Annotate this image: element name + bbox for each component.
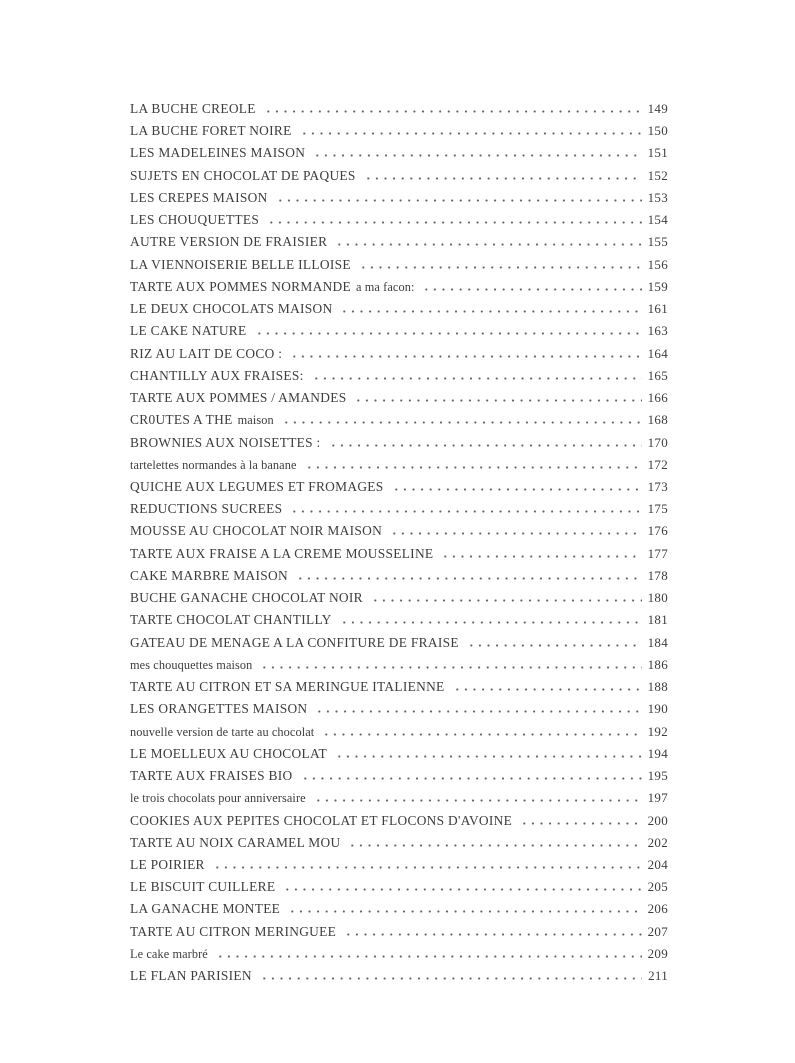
toc-entry[interactable]	[130, 632, 668, 654]
toc-entry-page: 149	[647, 101, 668, 116]
toc-entry-page: 204	[647, 856, 668, 872]
toc-entry[interactable]	[130, 832, 668, 854]
toc-entry[interactable]	[130, 454, 668, 476]
toc-entry-title: nouvelle version de tarte au chocolat	[130, 724, 315, 739]
toc-entry-page: 188	[647, 679, 668, 695]
toc-entry[interactable]	[130, 165, 668, 187]
toc-entry-page: 177	[647, 545, 668, 561]
toc-entry-page: 168	[647, 412, 668, 428]
toc-entry-page: 197	[647, 790, 668, 806]
dot-leader	[276, 199, 642, 202]
dot-leader	[441, 555, 641, 558]
toc-entry-title: COOKIES AUX PEPITES CHOCOLAT ET FLOCONS D'AVOINE	[130, 812, 513, 828]
toc-entry-page: 176	[647, 523, 668, 539]
toc-entry-page: 152	[647, 167, 668, 183]
dot-leader	[296, 577, 642, 580]
toc-entry-page: 155	[647, 234, 668, 250]
toc-entry[interactable]	[130, 587, 668, 609]
dot-leader	[348, 844, 641, 847]
toc-entry[interactable]	[130, 231, 668, 253]
toc-entry[interactable]	[130, 676, 668, 698]
toc-entry-title: Le cake marbré	[130, 946, 208, 961]
toc-entry-subtitle: a ma facon:	[356, 279, 415, 294]
toc-entry[interactable]	[130, 387, 668, 409]
dot-leader	[340, 621, 642, 624]
dot-leader	[390, 532, 642, 535]
toc-entry-page: 186	[647, 656, 668, 672]
toc-entry-page: 165	[647, 367, 668, 383]
toc-entry[interactable]	[130, 810, 668, 832]
toc-entry-page: 184	[647, 634, 668, 650]
toc-entry-page: 173	[647, 478, 668, 494]
toc-entry-title: TARTE AUX FRAISE A LA CREME MOUSSELINE	[130, 545, 434, 561]
dot-leader	[255, 332, 642, 335]
toc-entry-title: CAKE MARBRE MAISON	[130, 567, 288, 583]
toc-entry-title: LE BISCUIT CUILLERE	[130, 879, 276, 895]
toc-entry-title: CHANTILLY AUX FRAISES:	[130, 367, 304, 383]
toc-entry-title: TARTE AU CITRON ET SA MERINGUE ITALIENNE	[130, 679, 445, 695]
dot-leader	[359, 266, 642, 269]
toc-entry-title: BROWNIES AUX NOISETTES :	[130, 434, 321, 450]
toc-entry-title: TARTE AUX POMMES / AMANDES	[130, 390, 347, 406]
toc-entry-subtitle: maison	[237, 413, 274, 428]
dot-leader	[312, 377, 642, 380]
toc-entry-title: GATEAU DE MENAGE A LA CONFITURE DE FRAISE	[130, 634, 459, 650]
toc-entry[interactable]	[130, 565, 668, 587]
toc-entry-title: AUTRE VERSION DE FRAISIER	[130, 234, 328, 250]
toc-entry[interactable]	[130, 787, 668, 809]
toc-entry-title: LES CREPES MAISON	[130, 189, 268, 205]
toc-entry[interactable]	[130, 343, 668, 365]
toc-entry-page: 175	[647, 501, 668, 517]
toc-entry-page: 180	[647, 590, 668, 606]
toc-entry[interactable]	[130, 721, 668, 743]
toc-entry[interactable]	[130, 476, 668, 498]
dot-leader	[329, 444, 642, 447]
dot-leader	[260, 977, 642, 980]
toc-entry[interactable]	[130, 654, 668, 676]
table-of-contents	[130, 98, 668, 987]
toc-entry-title: TARTE CHOCOLAT CHANTILLY	[130, 612, 332, 628]
toc-entry-page: 161	[647, 301, 668, 317]
toc-entry-title: QUICHE AUX LEGUMES ET FROMAGES	[130, 478, 384, 494]
dot-leader	[300, 132, 642, 135]
toc-entry-page: 200	[647, 812, 668, 828]
toc-entry-page: 153	[647, 189, 668, 205]
dot-leader	[467, 644, 642, 647]
toc-entry[interactable]	[130, 298, 668, 320]
dot-leader	[314, 799, 642, 802]
toc-entry-title: CR0UTES A THE	[130, 412, 233, 428]
dot-leader	[371, 599, 642, 602]
toc-entry[interactable]	[130, 209, 668, 231]
toc-entry-page: 166	[647, 390, 668, 406]
dot-leader	[290, 355, 641, 358]
toc-entry[interactable]	[130, 498, 668, 520]
toc-entry-page: 178	[647, 567, 668, 583]
dot-leader	[354, 399, 641, 402]
toc-entry-title: LE FLAN PARISIEN	[130, 968, 252, 984]
toc-entry[interactable]	[130, 943, 668, 965]
toc-entry-title: BUCHE GANACHE CHOCOLAT NOIR	[130, 590, 363, 606]
toc-entry-page: 151	[647, 145, 668, 161]
toc-entry-title: REDUCTIONS SUCREES	[130, 501, 283, 517]
toc-entry-page: 192	[647, 723, 668, 739]
dot-leader	[520, 822, 641, 825]
toc-entry[interactable]	[130, 898, 668, 920]
toc-entry-title: LA GANACHE MONTEE	[130, 901, 281, 917]
toc-entry-title: TARTE AUX FRAISES BIO	[130, 768, 293, 784]
toc-entry[interactable]	[130, 254, 668, 276]
toc-entry-page: 150	[647, 123, 668, 139]
toc-entry-title: LES MADELEINES MAISON	[130, 145, 306, 161]
toc-entry-page: 163	[647, 323, 668, 339]
toc-entry[interactable]	[130, 187, 668, 209]
toc-entry-title: LA BUCHE FORET NOIRE	[130, 123, 292, 139]
dot-leader	[335, 243, 641, 246]
toc-entry[interactable]	[130, 765, 668, 787]
dot-leader	[364, 177, 642, 180]
toc-entry-title: MOUSSE AU CHOCOLAT NOIR MAISON	[130, 523, 383, 539]
toc-entry-page: 206	[647, 901, 668, 917]
toc-entry-title: TARTE AU NOIX CARAMEL MOU	[130, 834, 341, 850]
dot-leader	[422, 288, 641, 291]
toc-entry-page: 181	[647, 612, 668, 628]
dot-leader	[288, 910, 641, 913]
toc-entry-title: LA BUCHE CREOLE	[130, 101, 256, 116]
toc-entry-page: 172	[647, 456, 668, 472]
dot-leader	[322, 733, 641, 736]
dot-leader	[392, 488, 642, 491]
toc-entry[interactable]	[130, 365, 668, 387]
toc-entry-title: TARTE AUX POMMES NORMANDE	[130, 278, 352, 294]
toc-entry[interactable]	[130, 409, 668, 431]
toc-entry[interactable]	[130, 698, 668, 720]
toc-entry[interactable]	[130, 921, 668, 943]
toc-entry[interactable]	[130, 320, 668, 342]
dot-leader	[313, 154, 641, 157]
toc-entry-title: RIZ AU LAIT DE COCO :	[130, 345, 283, 361]
toc-entry-title: LA VIENNOISERIE BELLE ILLOISE	[130, 256, 351, 272]
toc-entry-page: 207	[647, 923, 668, 939]
toc-entry-title: le trois chocolats pour anniversaire	[130, 791, 306, 806]
toc-entry-title: mes chouquettes maison	[130, 657, 253, 672]
toc-entry-page: 154	[647, 212, 668, 228]
toc-entry[interactable]	[130, 543, 668, 565]
dot-leader	[453, 688, 642, 691]
dot-leader	[264, 110, 642, 113]
toc-entry-title: LES ORANGETTES MAISON	[130, 701, 308, 717]
toc-entry[interactable]	[130, 854, 668, 876]
toc-entry-page: 202	[647, 834, 668, 850]
toc-entry-page: 194	[647, 745, 668, 761]
toc-entry-title: LE POIRIER	[130, 856, 205, 872]
toc-entry[interactable]	[130, 120, 668, 142]
dot-leader	[305, 466, 642, 469]
toc-entry-page: 205	[647, 879, 668, 895]
dot-leader	[213, 866, 642, 869]
toc-entry[interactable]	[130, 520, 668, 542]
dot-leader	[315, 710, 641, 713]
toc-entry-title: TARTE AU CITRON MERINGUEE	[130, 923, 337, 939]
toc-entry[interactable]	[130, 142, 668, 164]
toc-entry[interactable]	[130, 965, 668, 987]
dot-leader	[340, 310, 641, 313]
toc-entry-page: 190	[647, 701, 668, 717]
dot-leader	[282, 421, 642, 424]
toc-entry[interactable]	[130, 876, 668, 898]
toc-entry-title: LE MOELLEUX AU CHOCOLAT	[130, 745, 327, 761]
toc-entry[interactable]	[130, 276, 668, 298]
dot-leader	[290, 510, 641, 513]
toc-entry-page: 170	[647, 434, 668, 450]
toc-entry-title: SUJETS EN CHOCOLAT DE PAQUES	[130, 167, 356, 183]
toc-entry-page: 195	[647, 768, 668, 784]
dot-leader	[216, 955, 642, 958]
toc-entry-title: LE DEUX CHOCOLATS MAISON	[130, 301, 333, 317]
toc-entry-page: 159	[647, 278, 668, 294]
toc-entry[interactable]	[130, 609, 668, 631]
dot-leader	[301, 777, 642, 780]
toc-entry-title: LES CHOUQUETTES	[130, 212, 260, 228]
toc-entry-title: tartelettes normandes à la banane	[130, 457, 297, 472]
dot-leader	[267, 221, 641, 224]
toc-entry-page: 164	[647, 345, 668, 361]
toc-entry-page: 211	[648, 968, 668, 984]
toc-entry-title: LE CAKE NATURE	[130, 323, 247, 339]
dot-leader	[344, 933, 641, 936]
toc-entry[interactable]	[130, 743, 668, 765]
toc-entry-page: 209	[647, 945, 668, 961]
dot-leader	[260, 666, 641, 669]
toc-entry[interactable]	[130, 432, 668, 454]
toc-entry[interactable]	[130, 98, 668, 120]
toc-entry-page: 156	[647, 256, 668, 272]
dot-leader	[335, 755, 642, 758]
dot-leader	[283, 888, 641, 891]
